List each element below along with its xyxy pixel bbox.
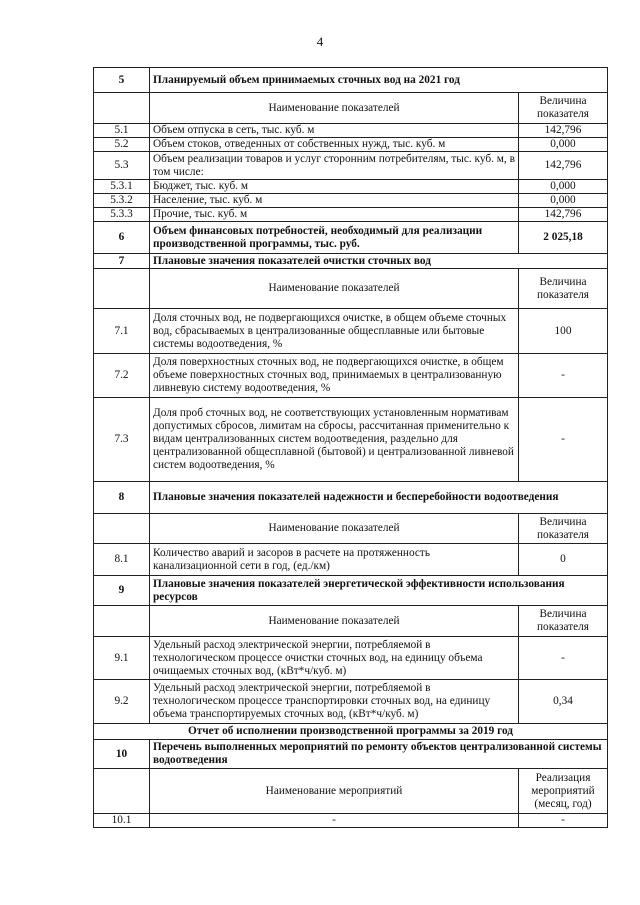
row-value: - xyxy=(519,398,608,482)
row-name: - xyxy=(150,814,519,828)
empty-cell xyxy=(94,769,150,814)
row-name: Прочие, тыс. куб. м xyxy=(150,208,519,222)
row-value: 0,34 xyxy=(519,680,608,724)
page-number: 4 xyxy=(316,34,324,49)
table-row xyxy=(94,354,608,398)
row-number: 9.2 xyxy=(94,680,150,724)
row-number: 7.2 xyxy=(94,354,150,398)
table-row xyxy=(94,138,608,152)
row-value: 0 xyxy=(519,544,608,576)
row-number: 5.3.1 xyxy=(94,180,150,194)
row-number: 10.1 xyxy=(94,814,150,828)
section-title: Перечень выполненных мероприятий по ремонту объектов централизованной системы водоотведения xyxy=(150,740,608,769)
section-7-row xyxy=(94,254,608,269)
column-header-value: Величина показателя xyxy=(519,93,608,124)
row-number: 7 xyxy=(94,254,150,269)
row-value: 100 xyxy=(519,309,608,354)
row-number: 8 xyxy=(94,482,150,514)
table-row xyxy=(94,194,608,208)
row-name: Бюджет, тыс. куб. м xyxy=(150,180,519,194)
header-row xyxy=(94,269,608,309)
row-name: Объем финансовых потребностей, необходимый для реализации производственной программы, тыс. руб. xyxy=(150,222,519,254)
header-row xyxy=(94,93,608,124)
empty-cell xyxy=(94,269,150,309)
table-row xyxy=(94,208,608,222)
column-header-name: Наименование мероприятий xyxy=(150,769,519,814)
row-name: Доля сточных вод, не подвергающихся очистке, в общем объеме сточных вод, сбрасываемых в централизованные общесплавные или бытовые системы водоотведения, % xyxy=(150,309,519,354)
row-value: 0,000 xyxy=(519,138,608,152)
row-number: 9 xyxy=(94,576,150,606)
section-title: Плановые значения показателей очистки сточных вод xyxy=(150,254,608,269)
section-9-row xyxy=(94,576,608,606)
row-value: 0,000 xyxy=(519,194,608,208)
row-name: Население, тыс. куб. м xyxy=(150,194,519,208)
row-number: 5.2 xyxy=(94,138,150,152)
header-row xyxy=(94,514,608,544)
row-name: Удельный расход электрической энергии, потребляемой в технологическом процессе очистки сточных вод, на единицу объема очищаемых сточных вод, (кВт*ч/куб. м) xyxy=(150,637,519,680)
row-number: 5.1 xyxy=(94,124,150,138)
row-name: Объем реализации товаров и услуг сторонним потребителям, тыс. куб. м, в том числе: xyxy=(150,152,519,180)
column-header-value: Величина показателя xyxy=(519,606,608,637)
table-row xyxy=(94,680,608,724)
row-number: 8.1 xyxy=(94,544,150,576)
row-name: Количество аварий и засоров в расчете на протяженность канализационной сети в год, (ед./км) xyxy=(150,544,519,576)
column-header-name: Наименование показателей xyxy=(150,93,519,124)
row-number: 7.1 xyxy=(94,309,150,354)
column-header-name: Наименование показателей xyxy=(150,606,519,637)
section-6-row xyxy=(94,222,608,254)
empty-cell xyxy=(94,514,150,544)
row-number: 5.3.2 xyxy=(94,194,150,208)
table-row xyxy=(94,814,608,828)
row-name: Объем отпуска в сеть, тыс. куб. м xyxy=(150,124,519,138)
section-5-row xyxy=(94,68,608,93)
column-header-name: Наименование показателей xyxy=(150,269,519,309)
header-row xyxy=(94,606,608,637)
table-row xyxy=(94,309,608,354)
row-name: Доля проб сточных вод, не соответствующих установленным нормативам допустимых сбросов, лимитам на сбросы, рассчитанная применительно к видам централизованных систем водоотведения, раздельно для централизованной общесплавной (бытовой) и централизованной ливневой систем водоотведения, % xyxy=(150,398,519,482)
table-row xyxy=(94,544,608,576)
section-title: Плановые значения показателей надежности и бесперебойности водоотведения xyxy=(150,482,608,514)
table-row xyxy=(94,398,608,482)
column-header-name: Наименование показателей xyxy=(150,514,519,544)
table-row xyxy=(94,180,608,194)
column-header-value: Величина показателя xyxy=(519,514,608,544)
row-number: 5.3 xyxy=(94,152,150,180)
row-value: 0,000 xyxy=(519,180,608,194)
row-value: 142,796 xyxy=(519,208,608,222)
report-title: Отчет об исполнении производственной программы за 2019 год xyxy=(94,724,608,740)
row-value: - xyxy=(519,814,608,828)
column-header-value: Реализация мероприятий (месяц, год) xyxy=(519,769,608,814)
row-number: 6 xyxy=(94,222,150,254)
section-10-row xyxy=(94,740,608,769)
row-number: 5 xyxy=(94,68,150,93)
report-title-row xyxy=(94,724,608,740)
column-header-value: Величина показателя xyxy=(519,269,608,309)
table-row xyxy=(94,152,608,180)
row-number: 7.3 xyxy=(94,398,150,482)
row-value: 142,796 xyxy=(519,124,608,138)
header-row xyxy=(94,769,608,814)
section-title: Планируемый объем принимаемых сточных вод на 2021 год xyxy=(150,68,608,93)
row-name: Объем стоков, отведенных от собственных нужд, тыс. куб. м xyxy=(150,138,519,152)
empty-cell xyxy=(94,606,150,637)
row-number: 9.1 xyxy=(94,637,150,680)
section-title: Плановые значения показателей энергетической эффективности использования ресурсов xyxy=(150,576,608,606)
row-value: - xyxy=(519,354,608,398)
row-value: - xyxy=(519,637,608,680)
row-value: 2 025,18 xyxy=(519,222,608,254)
row-number: 10 xyxy=(94,740,150,769)
row-value: 142,796 xyxy=(519,152,608,180)
indicators-table xyxy=(93,67,608,828)
row-name: Удельный расход электрической энергии, потребляемой в технологическом процессе транспортировки сточных вод, на единицу объема транспортируемых сточных вод, (кВт*ч/куб. м) xyxy=(150,680,519,724)
section-8-row xyxy=(94,482,608,514)
row-name: Доля поверхностных сточных вод, не подвергающихся очистке, в общем объеме поверхностных сточных вод, принимаемых в централизованную ливневую систему водоотведения, % xyxy=(150,354,519,398)
empty-cell xyxy=(94,93,150,124)
row-number: 5.3.3 xyxy=(94,208,150,222)
table-row xyxy=(94,637,608,680)
table-row xyxy=(94,124,608,138)
